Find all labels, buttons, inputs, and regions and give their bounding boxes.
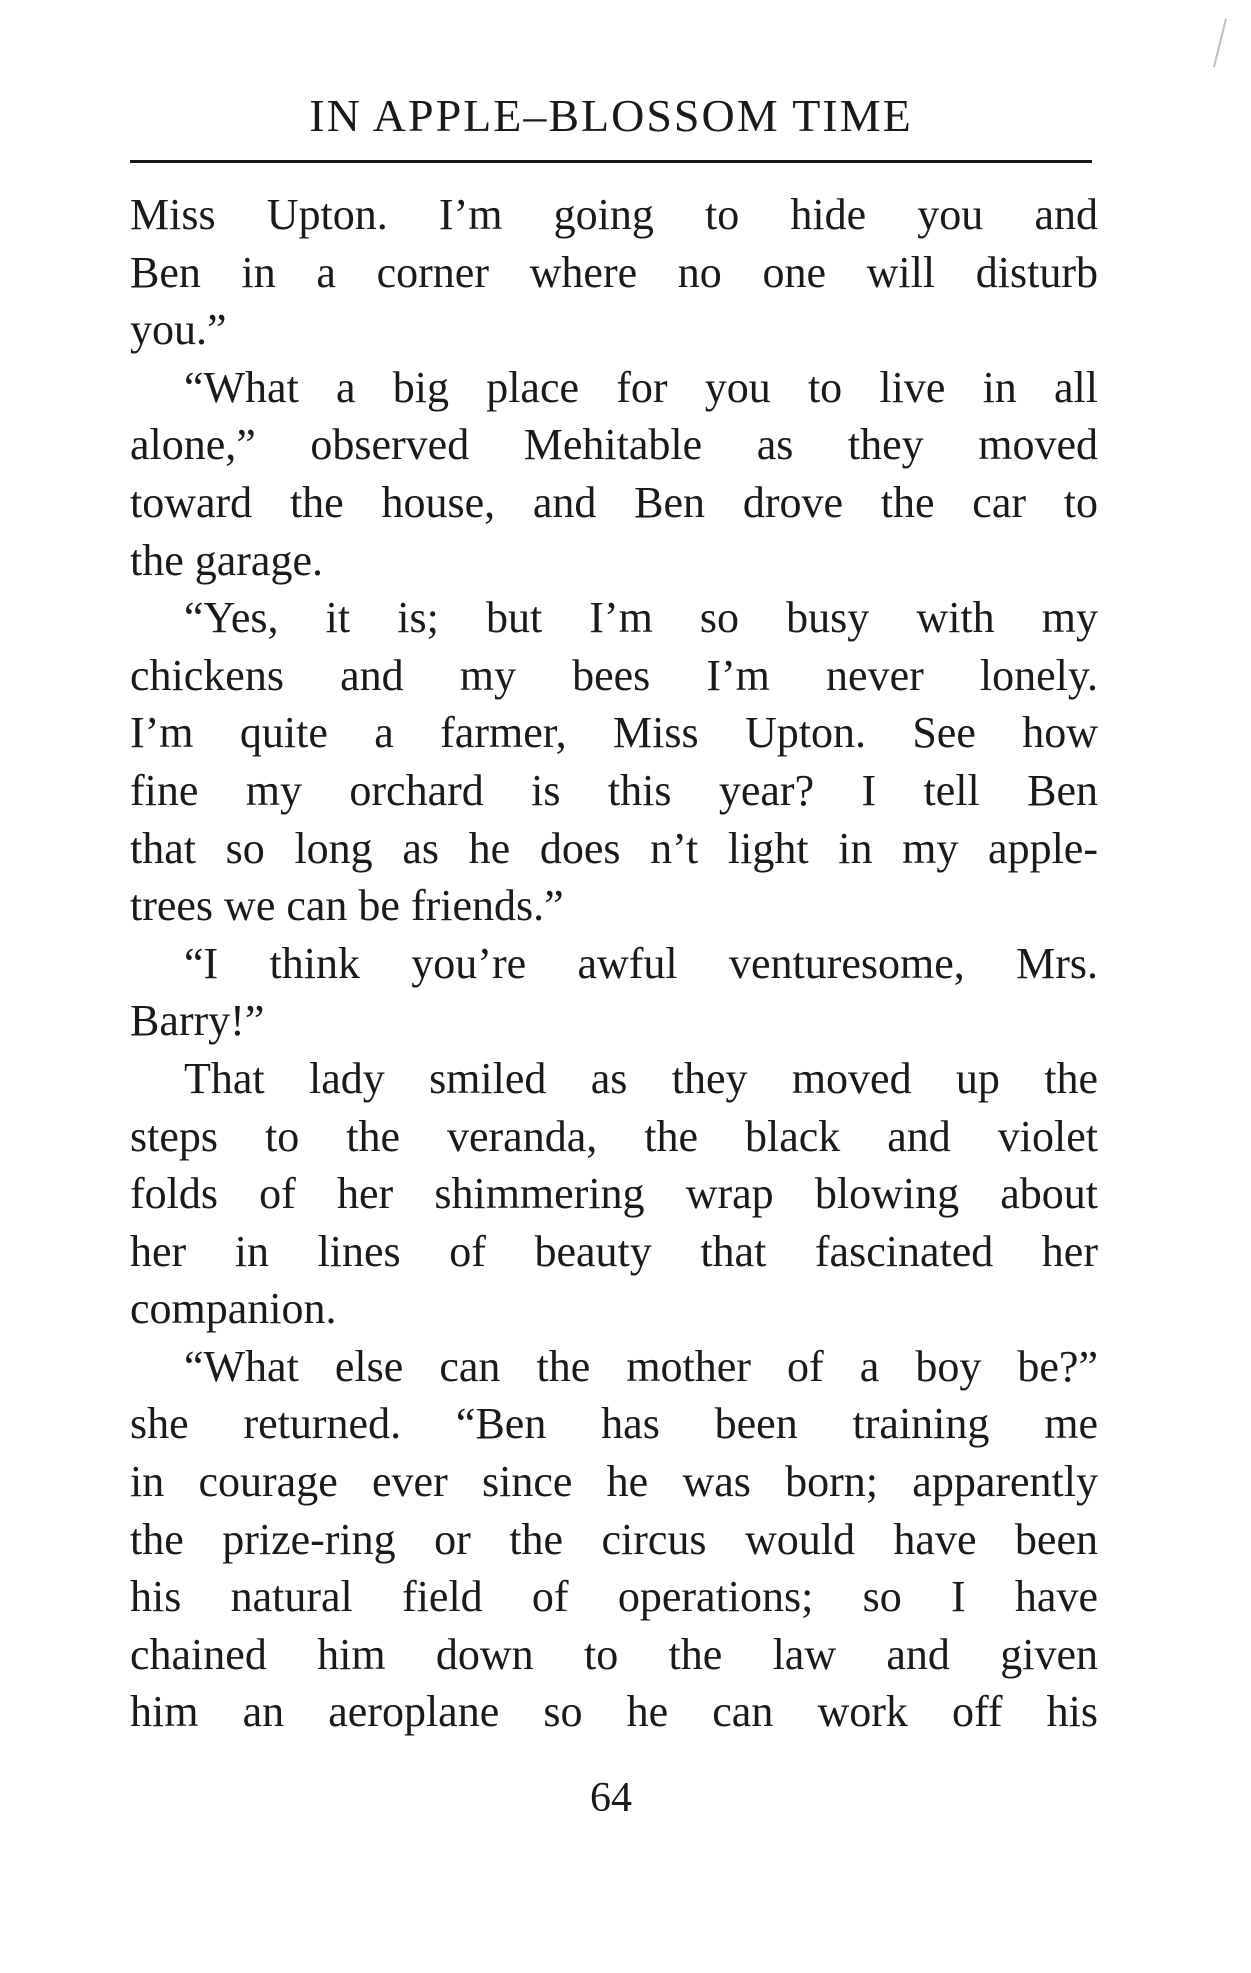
header-rule (130, 160, 1092, 163)
text-line: she returned. “Ben has been training me (130, 1399, 1098, 1449)
text-line: That lady smiled as they moved up the (184, 1053, 1098, 1103)
text-line: fine my orchard is this year? I tell Ben (130, 765, 1098, 815)
text-line: “I think you’re awful venturesome, Mrs. (184, 938, 1098, 988)
body-text (130, 186, 1098, 1741)
text-line: the garage. (130, 535, 323, 585)
text-line: folds of her shimmering wrap blowing about (130, 1169, 1098, 1219)
scan-mark (1213, 19, 1227, 68)
text-line: “What else can the mother of a boy be?” (184, 1341, 1098, 1391)
running-head: IN APPLE–BLOSSOM TIME (309, 90, 913, 141)
text-line: toward the house, and Ben drove the car to (130, 477, 1098, 527)
text-line: Barry!” (130, 996, 265, 1046)
text-line: “What a big place for you to live in all (184, 362, 1098, 412)
text-line: trees we can be friends.” (130, 881, 564, 931)
text-line: “Yes, it is; but I’m so busy with my (184, 593, 1098, 643)
text-line: Miss Upton. I’m going to hide you and (130, 190, 1098, 239)
text-line: him an aeroplane so he can work off his (130, 1687, 1098, 1737)
text-line: her in lines of beauty that fascinated her (130, 1226, 1098, 1276)
text-line: you.” (130, 305, 227, 355)
text-line: that so long as he does n’t light in my apple- (130, 823, 1098, 873)
text-line: Ben in a corner where no one will disturb (130, 247, 1098, 297)
text-line: the prize-ring or the circus would have been (130, 1514, 1098, 1564)
text-line: companion. (130, 1284, 337, 1334)
page-number: 64 (590, 1775, 632, 1821)
text-line: steps to the veranda, the black and violet (130, 1111, 1098, 1161)
text-line: chickens and my bees I’m never lonely. (130, 650, 1098, 700)
text-line: chained him down to the law and given (130, 1629, 1098, 1679)
text-line: alone,” observed Mehitable as they moved (130, 420, 1098, 470)
text-line: in courage ever since he was born; apparently (130, 1457, 1098, 1507)
text-line: I’m quite a farmer, Miss Upton. See how (130, 708, 1098, 758)
text-line: his natural field of operations; so I have (130, 1572, 1098, 1622)
